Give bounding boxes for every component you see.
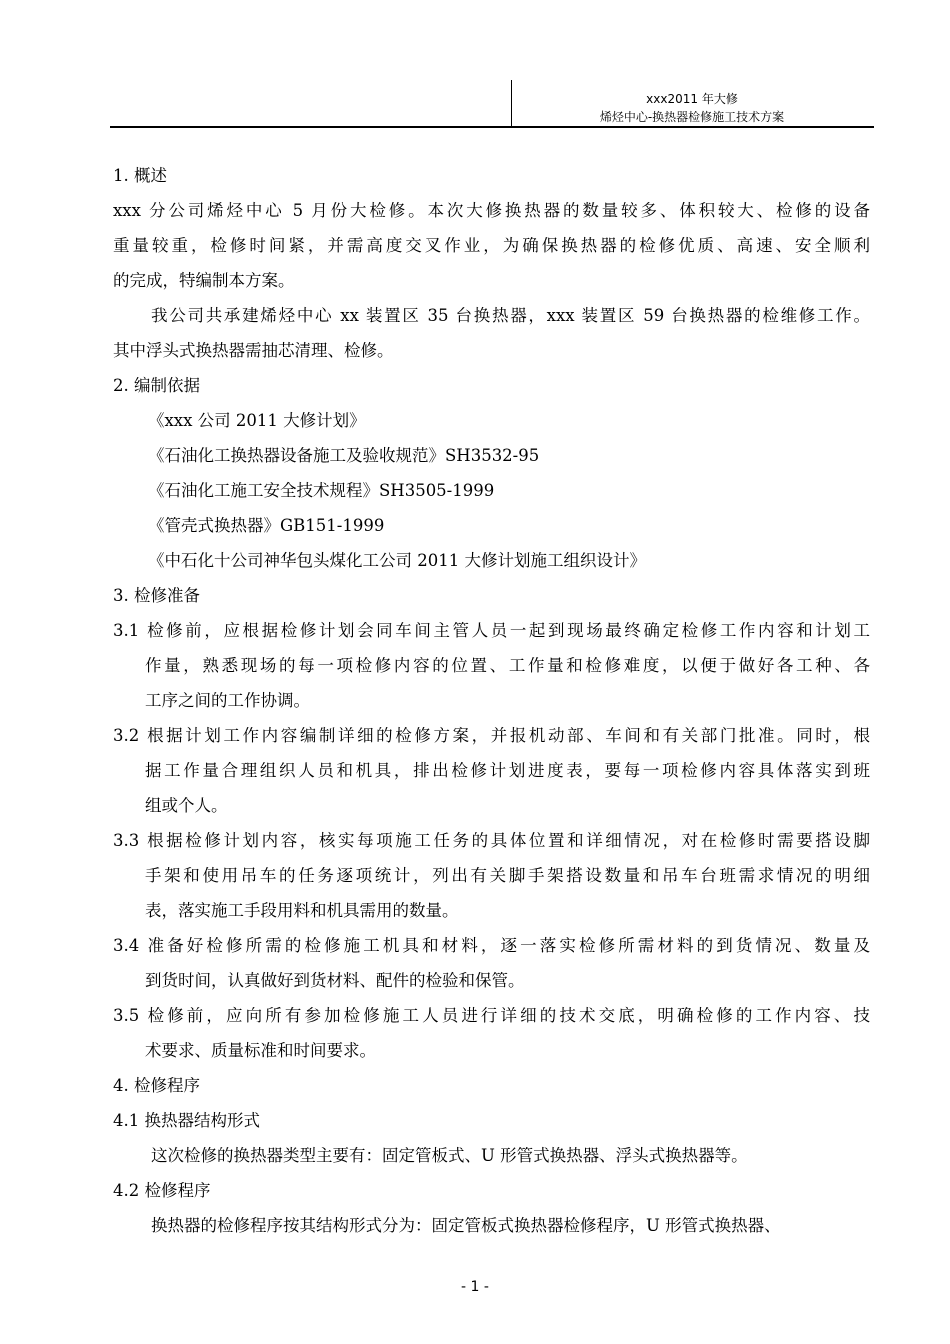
section-3-title: 3. 检修准备 bbox=[113, 586, 200, 605]
item-3-3-line: 表，落实施工手段用料和机具需用的数量。 bbox=[145, 901, 459, 920]
item-3-2-line: 组或个人。 bbox=[145, 796, 228, 815]
paragraph-line: xxx 分公司烯烃中心 5 月份大检修。本次大修换热器的数量较多、体积较大、检修的设备 bbox=[113, 201, 870, 220]
reference-item: 《石油化工换热器设备施工及验收规范》SH3532-95 bbox=[148, 446, 540, 465]
paragraph-line: 这次检修的换热器类型主要有：固定管板式、U 形管式换热器、浮头式换热器等。 bbox=[151, 1146, 748, 1165]
item-3-1-line: 作量，熟悉现场的每一项检修内容的位置、工作量和检修难度，以便于做好各工种、各 bbox=[145, 656, 870, 675]
header-title-line2: 烯烃中心-换热器检修施工技术方案 bbox=[599, 110, 785, 124]
page-number: - 1 - bbox=[461, 1279, 489, 1295]
item-3-2-line: 3.2 根据计划工作内容编制详细的检修方案，并报机动部、车间和有关部门批准。同时，根 bbox=[113, 726, 870, 745]
item-3-5-line: 术要求、质量标准和时间要求。 bbox=[145, 1041, 376, 1060]
item-3-5-line: 3.5 检修前，应向所有参加检修施工人员进行详细的技术交底，明确检修的工作内容、技 bbox=[113, 1006, 870, 1025]
paragraph-line: 的完成，特编制本方案。 bbox=[113, 271, 295, 290]
section-2-title: 2. 编制依据 bbox=[113, 376, 200, 395]
item-3-4-line: 3.4 准备好检修所需的检修施工机具和材料，逐一落实检修所需材料的到货情况、数量及 bbox=[113, 936, 870, 955]
item-3-1-line: 工序之间的工作协调。 bbox=[145, 691, 310, 710]
document-body bbox=[113, 158, 870, 1243]
item-3-3-line: 手架和使用吊车的任务逐项统计，列出有关脚手架搭设数量和吊车台班需求情况的明细 bbox=[145, 866, 870, 885]
subsection-4-2-title: 4.2 检修程序 bbox=[113, 1181, 211, 1200]
paragraph-line: 重量较重，检修时间紧，并需高度交叉作业，为确保换热器的检修优质、高速、安全顺利 bbox=[113, 236, 870, 255]
reference-item: 《xxx 公司 2011 大修计划》 bbox=[148, 411, 366, 430]
paragraph-line: 我公司共承建烯烃中心 xx 装置区 35 台换热器，xxx 装置区 59 台换热器的检维修工作。 bbox=[151, 306, 870, 325]
header-rule bbox=[110, 126, 874, 128]
section-1-title: 1. 概述 bbox=[113, 166, 167, 185]
item-3-1-line: 3.1 检修前，应根据检修计划会同车间主管人员一起到现场最终确定检修工作内容和计划工 bbox=[113, 621, 870, 640]
reference-item: 《中石化十公司神华包头煤化工公司 2011 大修计划施工组织设计》 bbox=[148, 551, 646, 570]
reference-item: 《管壳式换热器》GB151-1999 bbox=[148, 516, 385, 535]
paragraph-line: 其中浮头式换热器需抽芯清理、检修。 bbox=[113, 341, 394, 360]
paragraph-line: 换热器的检修程序按其结构形式分为：固定管板式换热器检修程序，U 形管式换热器、 bbox=[151, 1216, 781, 1235]
item-3-3-line: 3.3 根据检修计划内容，核实每项施工任务的具体位置和详细情况，对在检修时需要搭设脚 bbox=[113, 831, 870, 850]
item-3-2-line: 据工作量合理组织人员和机具，排出检修计划进度表，要每一项检修内容具体落实到班 bbox=[145, 761, 870, 780]
reference-item: 《石油化工施工安全技术规程》SH3505-1999 bbox=[148, 481, 495, 500]
section-4-title: 4. 检修程序 bbox=[113, 1076, 200, 1095]
subsection-4-1-title: 4.1 换热器结构形式 bbox=[113, 1111, 260, 1130]
header-title-line1: xxx2011 年大修 bbox=[646, 92, 738, 106]
item-3-4-line: 到货时间，认真做好到货材料、配件的检验和保管。 bbox=[145, 971, 525, 990]
